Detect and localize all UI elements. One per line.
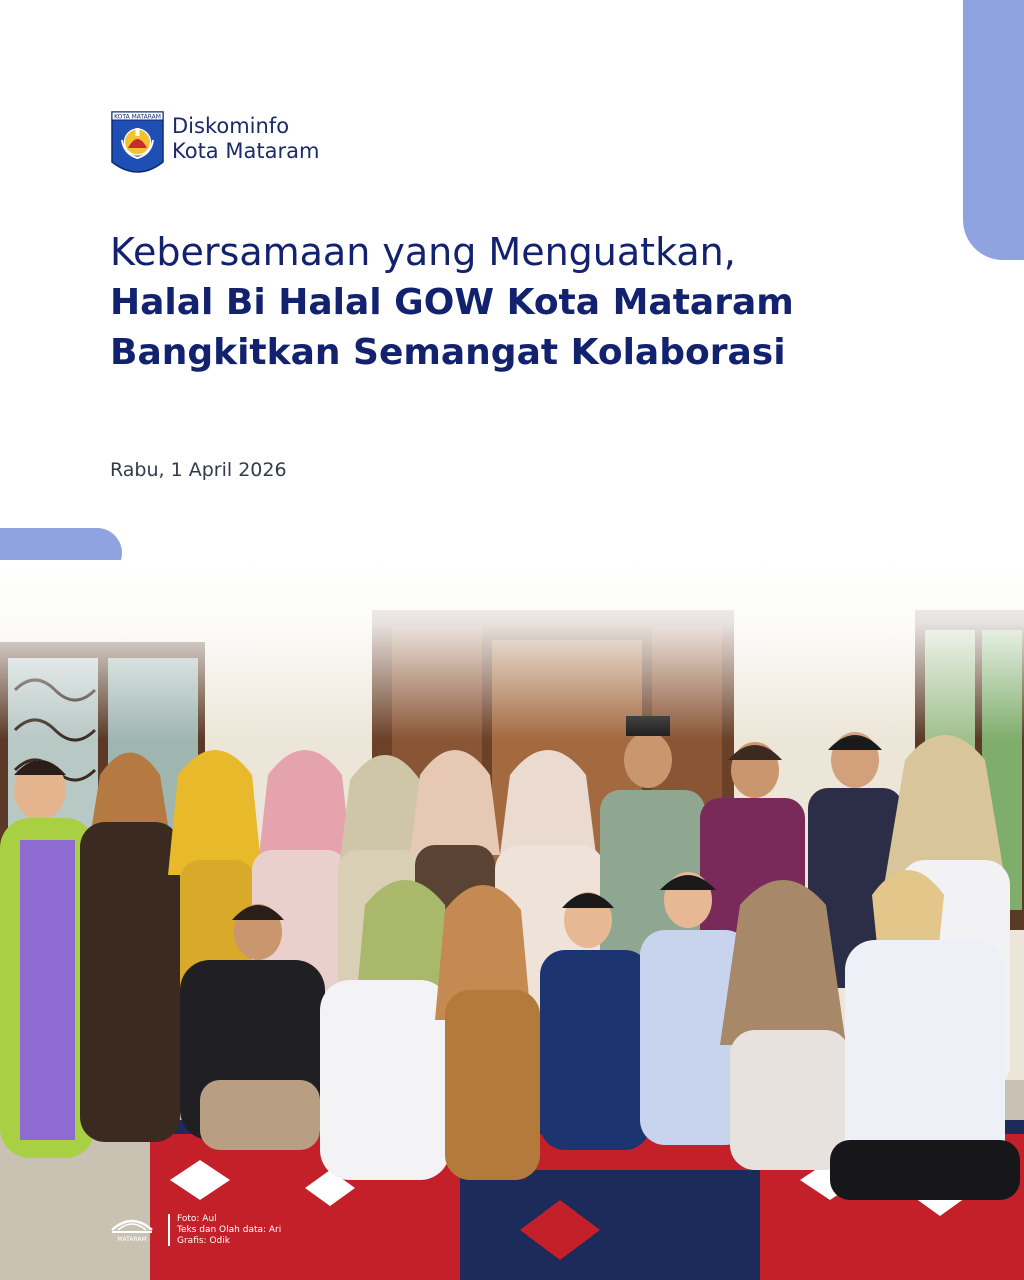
headline-line2: Halal Bi Halal GOW Kota Mataram <box>110 282 794 323</box>
brand-header <box>110 110 319 180</box>
group-photo <box>0 560 1024 1280</box>
headline-line1: Kebersamaan yang Menguatkan, <box>110 230 736 274</box>
brand-name-line2: Kota Mataram <box>172 139 320 163</box>
kota-mataram-emblem-icon <box>110 110 165 180</box>
credit-photo: Foto: Aul <box>177 1214 217 1224</box>
headline-line3: Bangkitkan Semangat Kolaborasi <box>110 332 786 373</box>
credit-logo-text: MATARAM <box>117 1236 147 1243</box>
photo-top-fade <box>0 560 1024 740</box>
emblem-text: KOTA MATARAM <box>114 113 161 121</box>
publish-date: Rabu, 1 April 2026 <box>110 459 287 481</box>
credits-footer <box>108 1214 281 1247</box>
credit-text: Teks dan Olah data: Ari <box>177 1225 282 1235</box>
brand-name-line1: Diskominfo <box>172 114 290 138</box>
credit-separator <box>168 1214 170 1246</box>
headline <box>110 226 930 378</box>
credit-graphic: Grafis: Odik <box>177 1236 230 1246</box>
mataram-credit-logo-icon <box>108 1214 156 1244</box>
decorative-accent-top-right <box>963 0 1024 260</box>
